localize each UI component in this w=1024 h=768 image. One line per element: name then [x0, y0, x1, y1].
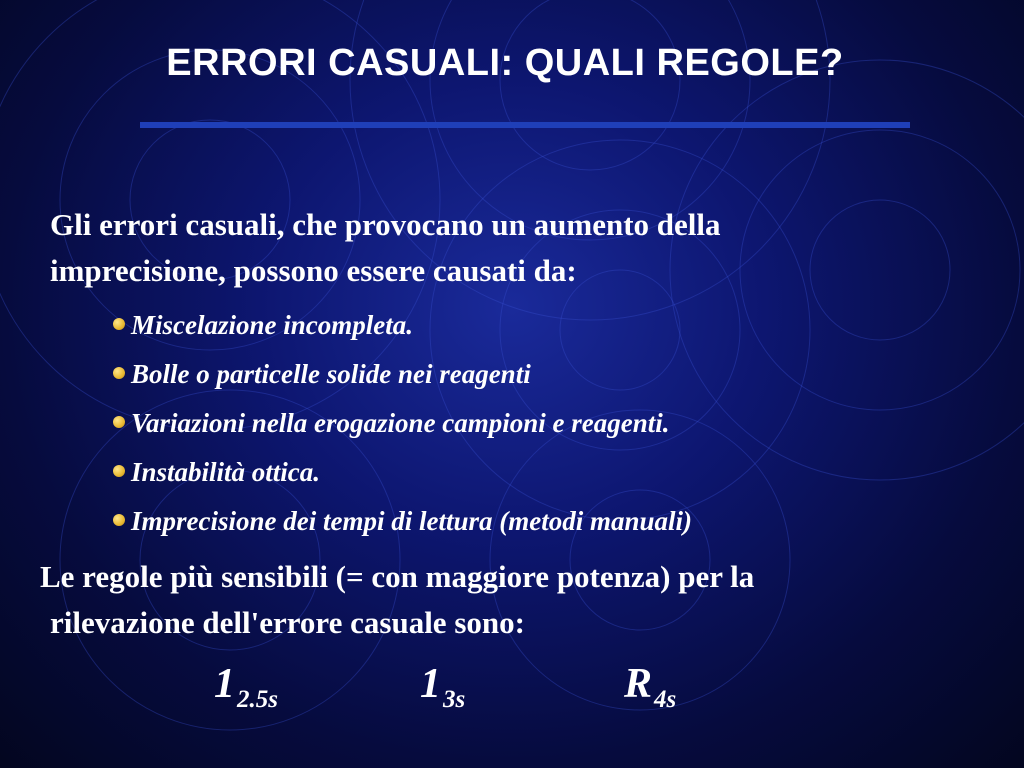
list-item: Instabilità ottica.: [113, 449, 692, 498]
rule-1-2.5s: $1_{2.5s}$: [214, 661, 278, 713]
bullet-dot-icon: [113, 514, 125, 526]
cause-list: [113, 302, 692, 547]
rule-1-3s: $1_{3s}$: [420, 661, 466, 713]
slide-title: ERRORI CASUALI: QUALI REGOLE?: [166, 42, 844, 84]
conclusion-paragraph: [40, 554, 1000, 646]
rule-r-4s: $R_{4s}$: [624, 661, 677, 713]
bullet-dot-icon: [113, 465, 125, 477]
list-item: Miscelazione incompleta.: [113, 302, 692, 351]
conclusion-line-2: rilevazione dell'errore casuale sono:: [50, 605, 525, 640]
title-underline: [140, 122, 910, 128]
list-item: Variazioni nella erogazione campioni e reagenti.: [113, 400, 692, 449]
bullet-dot-icon: [113, 367, 125, 379]
intro-paragraph: [50, 202, 950, 294]
westgard-rules: [0, 660, 1024, 720]
intro-line-2: imprecisione, possono essere causati da:: [50, 253, 577, 288]
intro-line-1: Gli errori casuali, che provocano un aumento della: [50, 207, 721, 242]
bullet-dot-icon: [113, 416, 125, 428]
conclusion-line-1: Le regole più sensibili (= con maggiore potenza) per la: [40, 559, 755, 594]
bullet-dot-icon: [113, 318, 125, 330]
list-item: Imprecisione dei tempi di lettura (metodi manuali): [113, 498, 692, 547]
list-item: Bolle o particelle solide nei reagenti: [113, 351, 692, 400]
